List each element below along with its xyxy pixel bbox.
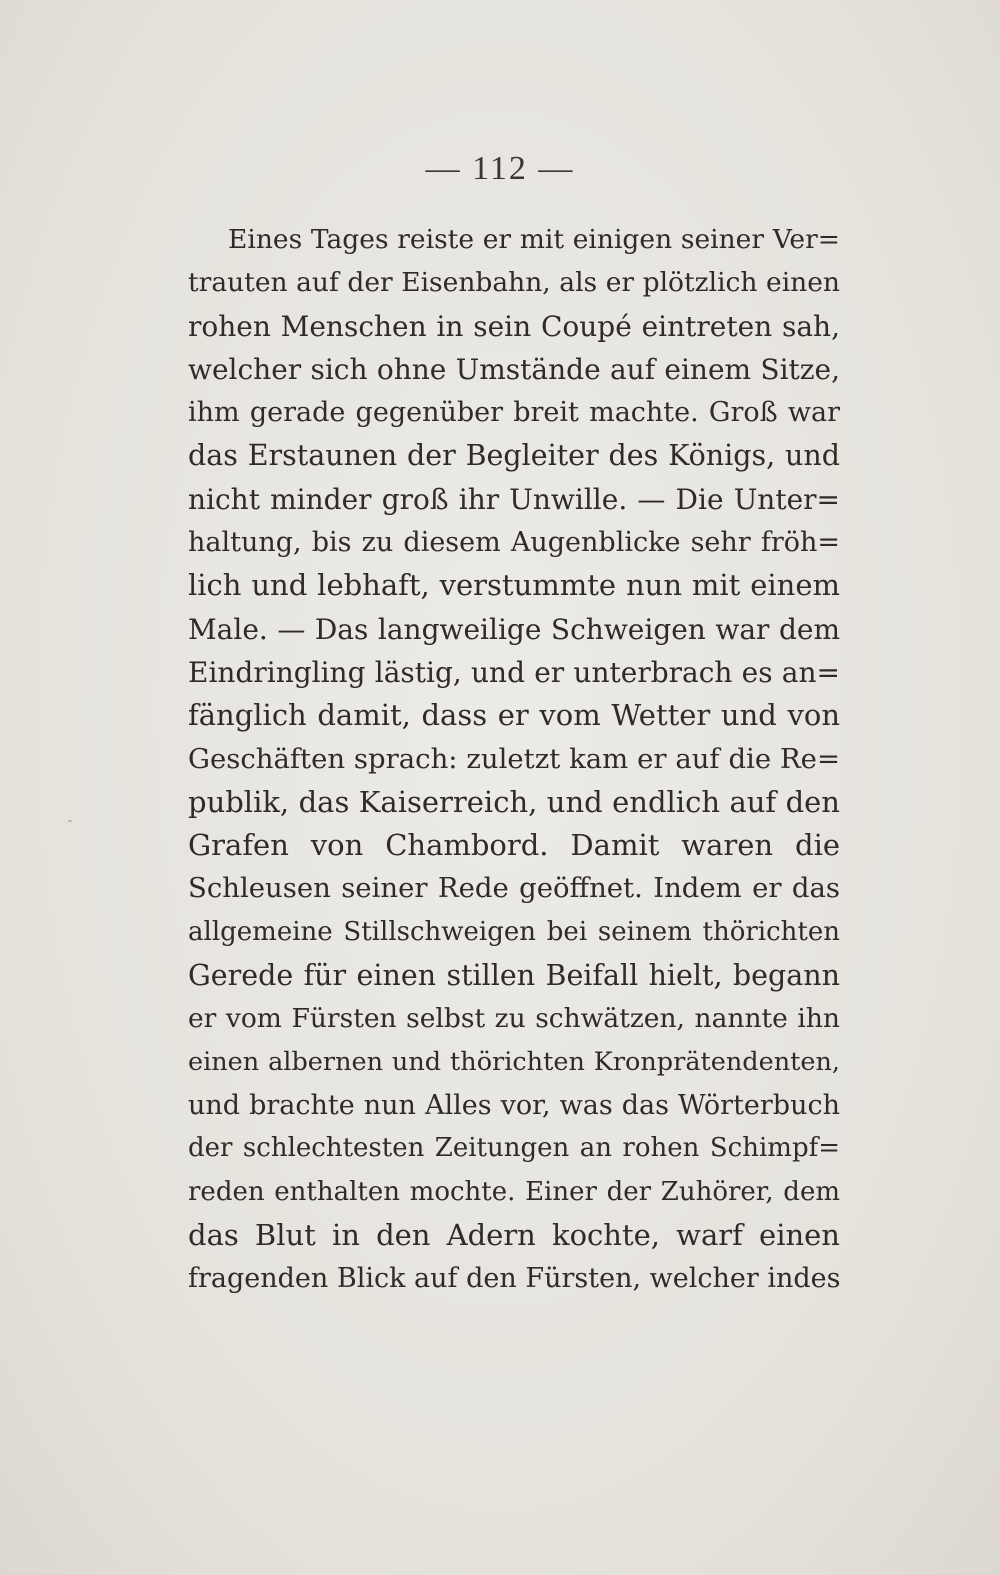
- page-number: — 112 —: [425, 150, 575, 187]
- text-line: fänglich damit, dass er vom Wetter und von: [188, 698, 840, 733]
- text-line: das Blut in den Adern kochte, warf einen: [188, 1217, 840, 1252]
- text-line: der schlechtesten Zeitungen an rohen Schimpf=: [188, 1133, 840, 1164]
- text-line: Grafen von Chambord. Damit waren die: [188, 828, 840, 863]
- text-line: Male. — Das langweilige Schweigen war dem: [188, 612, 840, 646]
- text-line: publik, das Kaiserreich, und endlich auf den: [188, 784, 840, 819]
- text-line: Eines Tages reiste er mit einigen seiner Ver=: [228, 224, 840, 255]
- text-line: er vom Fürsten selbst zu schwätzen, nannte ihn: [188, 1003, 840, 1035]
- text-line: trauten auf der Eisenbahn, als er plötzlich einen: [188, 267, 840, 299]
- body-text: [188, 218, 840, 1300]
- text-line: und brachte nun Alles vor, was das Wörterbuch: [188, 1089, 840, 1121]
- text-line: ihm gerade gegenüber breit machte. Groß war: [188, 397, 840, 429]
- paper-speck: [68, 820, 72, 822]
- text-line: Geschäften sprach: zuletzt kam er auf die Re=: [188, 742, 840, 775]
- text-line: einen albernen und thörichten Kronprätendenten,: [188, 1046, 840, 1077]
- text-line: lich und lebhaft, verstummte nun mit einem: [188, 568, 840, 603]
- text-line: rohen Menschen in sein Coupé eintreten sah,: [188, 309, 840, 343]
- text-line: allgemeine Stillschweigen bei seinem thörichten: [188, 916, 840, 947]
- text-line: Schleusen seiner Rede geöffnet. Indem er das: [188, 872, 840, 905]
- text-line: haltung, bis zu diesem Augenblicke sehr fröh=: [188, 527, 840, 559]
- text-line: fragenden Blick auf den Fürsten, welcher indes: [188, 1263, 840, 1295]
- text-line: reden enthalten mochte. Einer der Zuhörer, dem: [188, 1176, 840, 1207]
- text-line: Gerede für einen stillen Beifall hielt, begann: [188, 959, 840, 993]
- text-line: nicht minder groß ihr Unwille. — Die Unter=: [188, 482, 840, 516]
- text-line: welcher sich ohne Umstände auf einem Sitze,: [188, 352, 840, 386]
- text-line: das Erstaunen der Begleiter des Königs, und: [188, 439, 840, 473]
- text-line: Eindringling lästig, und er unterbrach es an=: [188, 655, 840, 689]
